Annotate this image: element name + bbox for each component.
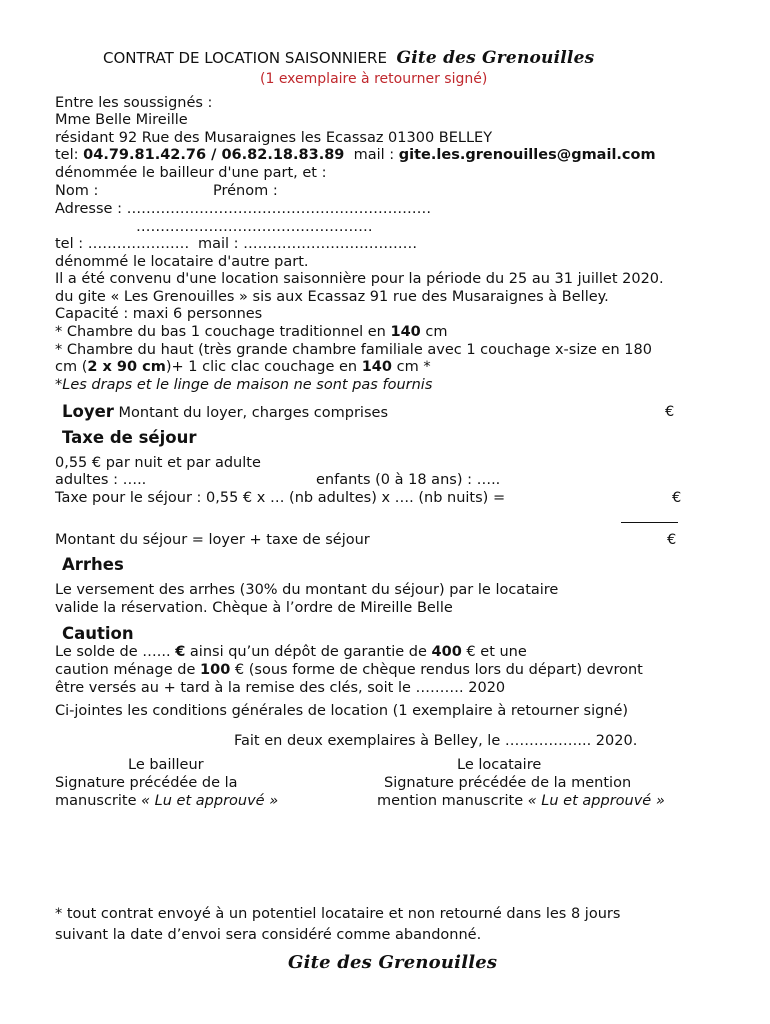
arrhes-line1: Le versement des arrhes (30% du montant du séjour) par le locataire bbox=[55, 582, 559, 598]
arrhes-heading: Arrhes bbox=[62, 555, 124, 574]
owner-address: résidant 92 Rue des Musaraignes les Ecassaz 01300 BELLEY bbox=[55, 130, 493, 146]
caution-l1-e: € et une bbox=[461, 644, 527, 660]
room-upstairs-cont bbox=[55, 359, 431, 376]
owner-contact bbox=[55, 147, 656, 164]
caution-l1-c: ainsi qu’un dépôt de garantie de bbox=[185, 644, 432, 660]
caution-line3: être versés au + tard à la remise des clés, soit le ………. 2020 bbox=[55, 680, 506, 696]
location-line: du gite « Les Grenouilles » sis aux Ecassaz 91 rue des Musaraignes à Belley. bbox=[55, 289, 609, 305]
prenom-label: Prénom : bbox=[213, 183, 278, 199]
room-upstairs: * Chambre du haut (très grande chambre familiale avec 1 couchage x-size en 180 bbox=[55, 342, 652, 358]
loyer-line bbox=[62, 403, 388, 422]
adresse-label: Adresse : ……………………………………………………… bbox=[55, 201, 432, 217]
tenant-l2-b: « Lu et approuvé » bbox=[527, 793, 665, 809]
parties-intro: Entre les soussignés : bbox=[55, 95, 213, 111]
room1-size: 140 bbox=[390, 324, 421, 340]
caution-l1-a: Le solde de …... bbox=[55, 644, 176, 660]
room2-size-a: 2 x 90 cm bbox=[87, 359, 166, 375]
owner-name: Mme Belle Mireille bbox=[55, 112, 188, 128]
room2-size-b: 140 bbox=[361, 359, 392, 375]
caution-deposit: 400 bbox=[431, 644, 462, 660]
tenant-line2 bbox=[377, 793, 665, 810]
capacity-line: Capacité : maxi 6 personnes bbox=[55, 306, 263, 322]
stay-total: Montant du séjour = loyer + taxe de séjour bbox=[55, 532, 370, 548]
room1-unit: cm bbox=[420, 324, 448, 340]
loyer-currency: € bbox=[665, 404, 675, 420]
footer-brand: Gite des Grenouilles bbox=[288, 952, 498, 973]
taxe-children: enfants (0 à 18 ans) : ….. bbox=[316, 472, 501, 488]
tenant-l2-a: mention manuscrite bbox=[377, 793, 528, 809]
caution-l2-a: caution ménage de bbox=[55, 662, 201, 678]
room-downstairs bbox=[55, 324, 447, 341]
stay-total-currency: € bbox=[667, 532, 677, 548]
tenant-line1: Signature précédée de la mention bbox=[384, 775, 632, 791]
room2-text-a: cm ( bbox=[55, 359, 88, 375]
room2-text-b: )+ 1 clic clac couchage en bbox=[165, 359, 362, 375]
room2-unit: cm * bbox=[392, 359, 431, 375]
tenant-mail-label: mail : ……………………………… bbox=[198, 236, 418, 252]
conditions-line: Ci-jointes les conditions générales de location (1 exemplaire à retourner signé) bbox=[55, 703, 629, 719]
tenant-title: Le locataire bbox=[457, 757, 542, 773]
nom-label: Nom : bbox=[55, 183, 99, 199]
taxe-formula: Taxe pour le séjour : 0,55 € x … (nb adultes) x …. (nb nuits) = bbox=[55, 490, 506, 506]
period-line: Il a été convenu d'une location saisonnière pour la période du 25 au 31 juillet 2020. bbox=[55, 271, 664, 287]
arrhes-line2: valide la réservation. Chèque à l’ordre de Mireille Belle bbox=[55, 600, 453, 616]
title-text: CONTRAT DE LOCATION SAISONNIERE bbox=[103, 49, 387, 67]
caution-l2-c: € (sous forme de chèque rendus lors du départ) devront bbox=[230, 662, 643, 678]
tenant-role: dénommé le locataire d'autre part. bbox=[55, 254, 309, 270]
lessor-line2 bbox=[55, 793, 278, 810]
taxe-adults: adultes : ….. bbox=[55, 472, 147, 488]
caution-cleaning: 100 bbox=[200, 662, 231, 678]
owner-role: dénommée le bailleur d'une part, et : bbox=[55, 165, 327, 181]
lessor-line1: Signature précédée de la bbox=[55, 775, 238, 791]
caution-line1 bbox=[55, 644, 527, 661]
tel-label: tel: bbox=[55, 147, 84, 163]
lessor-l2-a: manuscrite bbox=[55, 793, 142, 809]
adresse-line2: …………………………….…………… bbox=[136, 219, 373, 235]
loyer-heading: Loyer bbox=[62, 402, 114, 421]
lessor-l2-b: « Lu et approuvé » bbox=[141, 793, 279, 809]
footer-note-line1: * tout contrat envoyé à un potentiel locataire et non retourné dans les 8 jours bbox=[55, 906, 621, 922]
room1-text: * Chambre du bas 1 couchage traditionnel en bbox=[55, 324, 391, 340]
tel-value: 04.79.81.42.76 / 06.82.18.83.89 bbox=[83, 147, 345, 163]
contract-title bbox=[103, 50, 594, 67]
linen-note: *Les draps et le linge de maison ne sont pas fournis bbox=[55, 377, 433, 393]
footer-note-line2: suivant la date d’envoi sera considéré comme abandonné. bbox=[55, 927, 482, 943]
taxe-heading: Taxe de séjour bbox=[62, 428, 197, 447]
loyer-text: Montant du loyer, charges comprises bbox=[113, 405, 388, 421]
caution-heading: Caution bbox=[62, 624, 134, 643]
lessor-title: Le bailleur bbox=[128, 757, 204, 773]
caution-line2 bbox=[55, 662, 643, 679]
total-rule bbox=[621, 522, 678, 523]
taxe-currency: € bbox=[672, 490, 682, 506]
mail-value: gite.les.grenouilles@gmail.com bbox=[398, 147, 656, 163]
made-in: Fait en deux exemplaires à Belley, le ……………... 2020. bbox=[234, 733, 638, 749]
tenant-tel-label: tel : ………………… bbox=[55, 236, 190, 252]
subtitle: (1 exemplaire à retourner signé) bbox=[260, 71, 488, 87]
caution-l1-euro: € bbox=[175, 644, 186, 660]
brand-name: Gite des Grenouilles bbox=[396, 48, 595, 68]
mail-label: mail : bbox=[344, 147, 399, 163]
taxe-rate: 0,55 € par nuit et par adulte bbox=[55, 455, 261, 471]
